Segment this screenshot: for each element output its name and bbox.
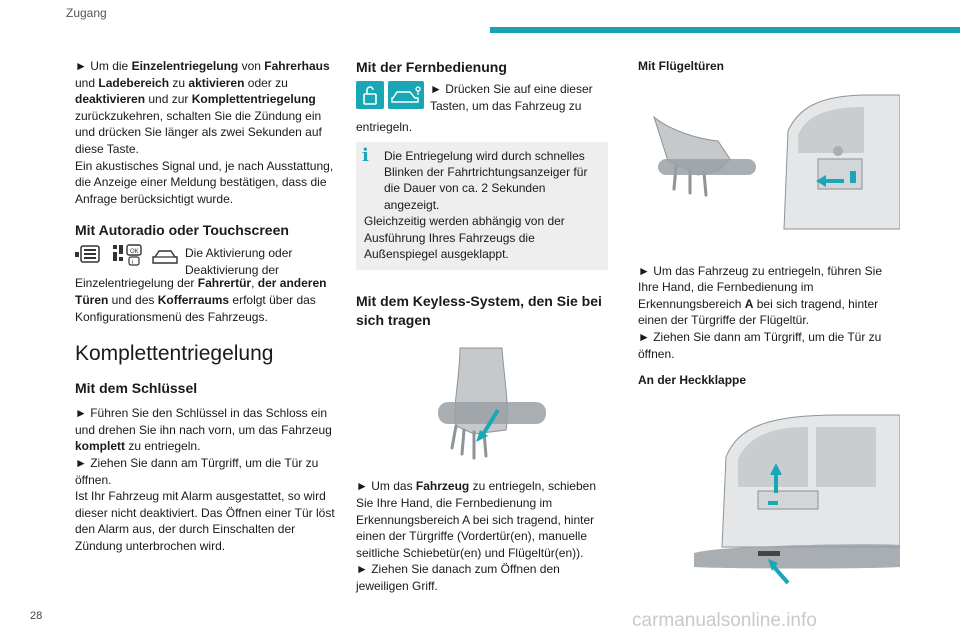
watermark: carmanualsonline.info xyxy=(632,610,817,631)
remote-instruction-end: entriegeln. xyxy=(356,120,413,134)
bold-text: Komplettentriegelung xyxy=(191,92,316,107)
remote-instruction xyxy=(430,81,608,114)
lock-open-icon xyxy=(356,81,384,109)
bold-text: Kofferraums xyxy=(157,292,230,307)
paragraph-keyless-1 xyxy=(356,478,608,561)
heading-keyless: Mit dem Keyless-System, den Sie bei sich tragen xyxy=(356,293,602,329)
bold-text: Fahrertür xyxy=(197,276,252,291)
page-header-title: Zugang xyxy=(66,6,107,20)
paragraph-alarm: Ist Ihr Fahrzeug mit Alarm ausgestattet, so wird dieser nicht deaktiviert. Das Öffnen einer Tür löst den Alarm aus, der durch Einschalten der Zündung unterbrochen wird. xyxy=(75,489,335,553)
text: Ziehen Sie dann am Türgriff, um die Tür zu öffnen. xyxy=(75,455,319,487)
remote-icon-row xyxy=(356,82,608,119)
text: Um das xyxy=(367,479,416,494)
text: Um die xyxy=(86,59,132,73)
paragraph-key-1 xyxy=(75,405,335,455)
info-icon: i xyxy=(362,144,369,166)
bold-text: Fahrerhaus xyxy=(264,59,330,73)
column-right xyxy=(638,58,898,587)
text: bei sich tragend, hinter einen der Türgriffe der Flügeltür. xyxy=(638,296,879,328)
text: und zur xyxy=(145,92,192,107)
bold-text: Fahrzeug xyxy=(415,479,470,494)
column-middle xyxy=(356,58,608,595)
tailgate-handle xyxy=(694,544,900,568)
text: und des xyxy=(108,292,158,307)
paragraph-keyless-2 xyxy=(356,561,608,594)
car-icon xyxy=(153,251,177,263)
radio-icon-row xyxy=(75,247,335,275)
text: , xyxy=(251,276,258,291)
heading-fluegeltueren: Mit Flügeltüren xyxy=(638,59,724,73)
text: zu xyxy=(169,75,189,90)
bold-text: der anderen Türen xyxy=(75,276,327,307)
bullet-arrow: ► xyxy=(75,59,87,73)
tailgate-illustration xyxy=(638,397,898,587)
info-text-flash: Die Entriegelung wird durch schnelles Blinken der Fahrtrichtungsanzeiger für die Dauer von ca. 2 Sekunden angezeigt. xyxy=(384,148,588,212)
text: Ziehen Sie danach zum Öffnen den jeweiligen Griff. xyxy=(356,562,560,593)
info-box xyxy=(356,142,608,271)
text: Führen Sie den Schlüssel in das Schloss ein und drehen Sie ihn nach vorn, um das Fahrzeug xyxy=(75,406,332,437)
text: Drücken Sie auf eine dieser Tasten, um das Fahrzeug zu xyxy=(430,82,593,113)
text: zu entriegeln. xyxy=(125,439,201,454)
bold-text: Ladebereich xyxy=(98,75,170,90)
heading-heckklappe: An der Heckklappe xyxy=(638,373,747,388)
car-key-icon xyxy=(388,81,424,109)
door-handle xyxy=(658,159,756,175)
wing-door-illustration xyxy=(638,89,898,239)
svg-text:i: i xyxy=(132,260,134,267)
bold-text: komplett xyxy=(75,439,126,454)
text: Um das Fahrzeug zu entriegeln, führen Sie Ihre Hand, die Fernbedienung im Erkennungsbereich xyxy=(638,263,883,311)
heading-fernbedienung: Mit der Fernbedienung xyxy=(356,59,507,75)
hand-icon xyxy=(654,117,730,195)
bold-text: deaktivieren xyxy=(75,92,146,107)
paragraph-key-2 xyxy=(75,455,335,488)
bullet-arrow: ► xyxy=(638,329,650,344)
text: zurückzukehren, schalten Sie die Zündung ein und drücken Sie länger als zwei Sekunden auf diese Taste. xyxy=(75,108,322,156)
heading-komplettentriegelung: Komplettentriegelung xyxy=(75,342,274,366)
bullet-arrow: ► xyxy=(75,406,87,421)
text: zu entriegeln, schieben Sie Ihre Hand, die Fernbedienung im Erkennungsbereich A bei sich tragend, hinter einen der Türgriffe (Vordertür(en), manuelle seitliche Schiebetür(en) und Flügeltür(en)). xyxy=(356,479,596,560)
svg-text:OK: OK xyxy=(130,249,139,256)
column-left xyxy=(75,58,335,554)
paragraph-individual-unlock xyxy=(75,58,335,158)
text: oder zu xyxy=(244,75,288,90)
text: von xyxy=(238,59,265,73)
bullet-arrow: ► xyxy=(75,455,87,470)
radio-icon xyxy=(75,243,179,271)
bullet-arrow: ► xyxy=(356,562,368,577)
page-number: 28 xyxy=(30,610,43,622)
info-text-mirrors: Gleichzeitig werden abhängig von der Ausführung Ihres Fahrzeugs die Außenspiegel ausgeklappt. xyxy=(364,214,565,262)
touchscreen-icon xyxy=(113,245,141,266)
paragraph-radio-config xyxy=(75,275,335,325)
heading-schluessel: Mit dem Schlüssel xyxy=(75,380,198,397)
heading-autoradio: Mit Autoradio oder Touchscreen xyxy=(75,222,289,239)
bold-text: Einzelentriegelung xyxy=(131,59,239,73)
text: und xyxy=(75,75,99,90)
text: Ziehen Sie dann am Türgriff, um die Tür zu öffnen. xyxy=(638,329,882,361)
bold-text: aktivieren xyxy=(188,75,245,90)
paragraph-signal: Ein akustisches Signal und, je nach Ausstattung, die Anzeige einer Meldung bestätigen, dass die Anfrage berücksichtigt wurde. xyxy=(75,158,334,206)
bullet-arrow: ► xyxy=(430,82,442,96)
text: Einzelentriegelung der xyxy=(75,276,198,291)
radio-text-line: Die Aktivierung oder Deaktivierung der xyxy=(185,246,293,277)
paragraph-wing-2 xyxy=(638,329,898,362)
keyless-illustration xyxy=(356,338,608,478)
paragraph-wing-1 xyxy=(638,263,898,329)
text: erfolgt über das Konfigurationsmenü des Fahrzeugs. xyxy=(75,292,316,324)
bullet-arrow: ► xyxy=(638,263,650,278)
header-accent-bar xyxy=(490,27,960,33)
bullet-arrow: ► xyxy=(356,479,368,494)
bold-text: A xyxy=(744,296,754,311)
